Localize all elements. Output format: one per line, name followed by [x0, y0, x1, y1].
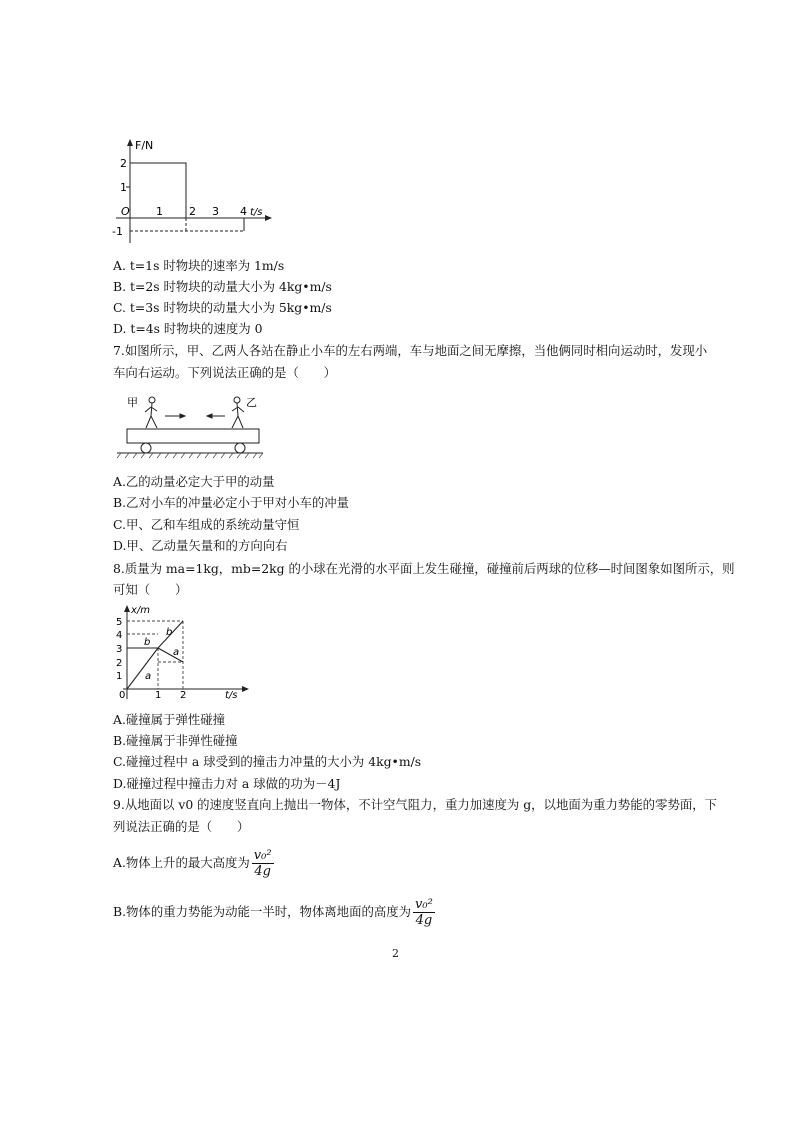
y-tick-2: 2: [120, 157, 127, 170]
q8-stem-line1: 8.质量为 ma=1kg，mb=2kg 的小球在光滑的水平面上发生碰撞，碰撞前后两球的位移—时间图象如图所示，则: [113, 561, 735, 576]
q9-stem-line1: 9.从地面以 v0 的速度竖直向上抛出一物体，不计空气阻力，重力加速度为 g，以地面为重力势能的零势面，下: [113, 797, 718, 812]
q8-stem-line2: 可知（ ）: [113, 582, 188, 597]
fraction-numerator: v₀²: [253, 848, 272, 863]
y-tick-2: 2: [116, 658, 123, 669]
cart-wheel-left: [141, 443, 151, 453]
origin-label: O: [121, 205, 130, 218]
line-a-before: [127, 648, 158, 689]
force-time-graph: [112, 135, 272, 245]
x-axis-label: t/s: [225, 690, 238, 701]
curve-label-a-left: a: [145, 671, 152, 682]
cart-figure: [113, 390, 268, 465]
y-tick-4: 4: [116, 630, 123, 641]
q8-option-d: D.碰撞过程中撞击力对 a 球做的功为－4J: [113, 776, 341, 791]
label-jia: 甲: [127, 396, 138, 409]
q9-option-b: [113, 897, 435, 928]
y-tick-1: 1: [120, 181, 127, 194]
y-tick-5: 5: [116, 617, 123, 628]
q7-stem-line2: 车向右运动。下列说法正确的是（ ）: [113, 365, 337, 380]
x-tick-4: 4: [240, 205, 247, 218]
origin-label: 0: [119, 690, 126, 701]
q9-option-b-text: B.物体的重力势能为动能一半时，物体离地面的高度为: [113, 904, 412, 919]
q8-option-b: B.碰撞属于非弹性碰撞: [113, 733, 238, 748]
x-tick-2: 2: [189, 205, 196, 218]
y-tick-1: 1: [116, 671, 123, 682]
q6-option-b: B. t=2s 时物块的动量大小为 4kg•m/s: [113, 279, 332, 294]
y-axis-label: F/N: [135, 139, 154, 152]
line-a-after: [158, 648, 183, 662]
cart-wheel-right: [235, 443, 245, 453]
cart-body: [127, 429, 259, 443]
page-number: 2: [392, 947, 399, 960]
fraction-denominator: 4g: [254, 864, 271, 879]
x-axis-label: t/s: [250, 207, 263, 218]
curve-label-b-right: b: [166, 627, 173, 638]
fraction-denominator: 4g: [415, 913, 433, 928]
x-tick-1: 1: [155, 690, 162, 701]
y-tick-3: 3: [116, 644, 123, 655]
x-tick-2: 2: [180, 690, 187, 701]
curve-label-a-right: a: [173, 647, 180, 658]
q8-option-c: C.碰撞过程中 a 球受到的撞击力冲量的大小为 4kg•m/s: [113, 754, 422, 769]
x-tick-1: 1: [156, 205, 163, 218]
displacement-time-graph: [113, 603, 253, 701]
fraction-v0sq-over-4g: [252, 848, 274, 879]
fraction-numerator: v₀²: [415, 897, 433, 912]
q9-option-a: [113, 848, 274, 879]
q7-stem-line1: 7.如图所示，甲、乙两人各站在静止小车的左右两端，车与地面之间无摩擦，当他俩同时相向运动时，发现小: [113, 343, 708, 358]
y-axis-label: x/m: [131, 605, 151, 616]
y-tick-neg1: -1: [112, 225, 123, 238]
label-yi: 乙: [246, 396, 257, 409]
q6-option-c: C. t=3s 时物块的动量大小为 5kg•m/s: [113, 300, 332, 315]
q8-option-a: A.碰撞属于弹性碰撞: [113, 712, 226, 727]
fraction-v0sq-over-4g: [413, 897, 435, 928]
person-jia-icon: [145, 397, 157, 428]
q9-stem-line2: 列说法正确的是（ ）: [113, 819, 250, 834]
q6-option-a: A. t=1s 时物块的速率为 1m/s: [113, 258, 285, 273]
curve-label-b-left: b: [144, 637, 151, 648]
q9-option-a-text: A.物体上升的最大高度为: [113, 855, 250, 870]
x-tick-3: 3: [212, 205, 219, 218]
q7-option-a: A.乙的动量必定大于甲的动量: [113, 474, 275, 489]
q7-option-d: D.甲、乙动量矢量和的方向向右: [113, 538, 288, 553]
q6-option-d: D. t=4s 时物块的速度为 0: [113, 321, 263, 336]
person-yi-icon: [232, 397, 244, 428]
q7-option-c: C.甲、乙和车组成的系统动量守恒: [113, 517, 300, 532]
q7-option-b: B.乙对小车的冲量必定小于甲对小车的冲量: [113, 495, 350, 510]
